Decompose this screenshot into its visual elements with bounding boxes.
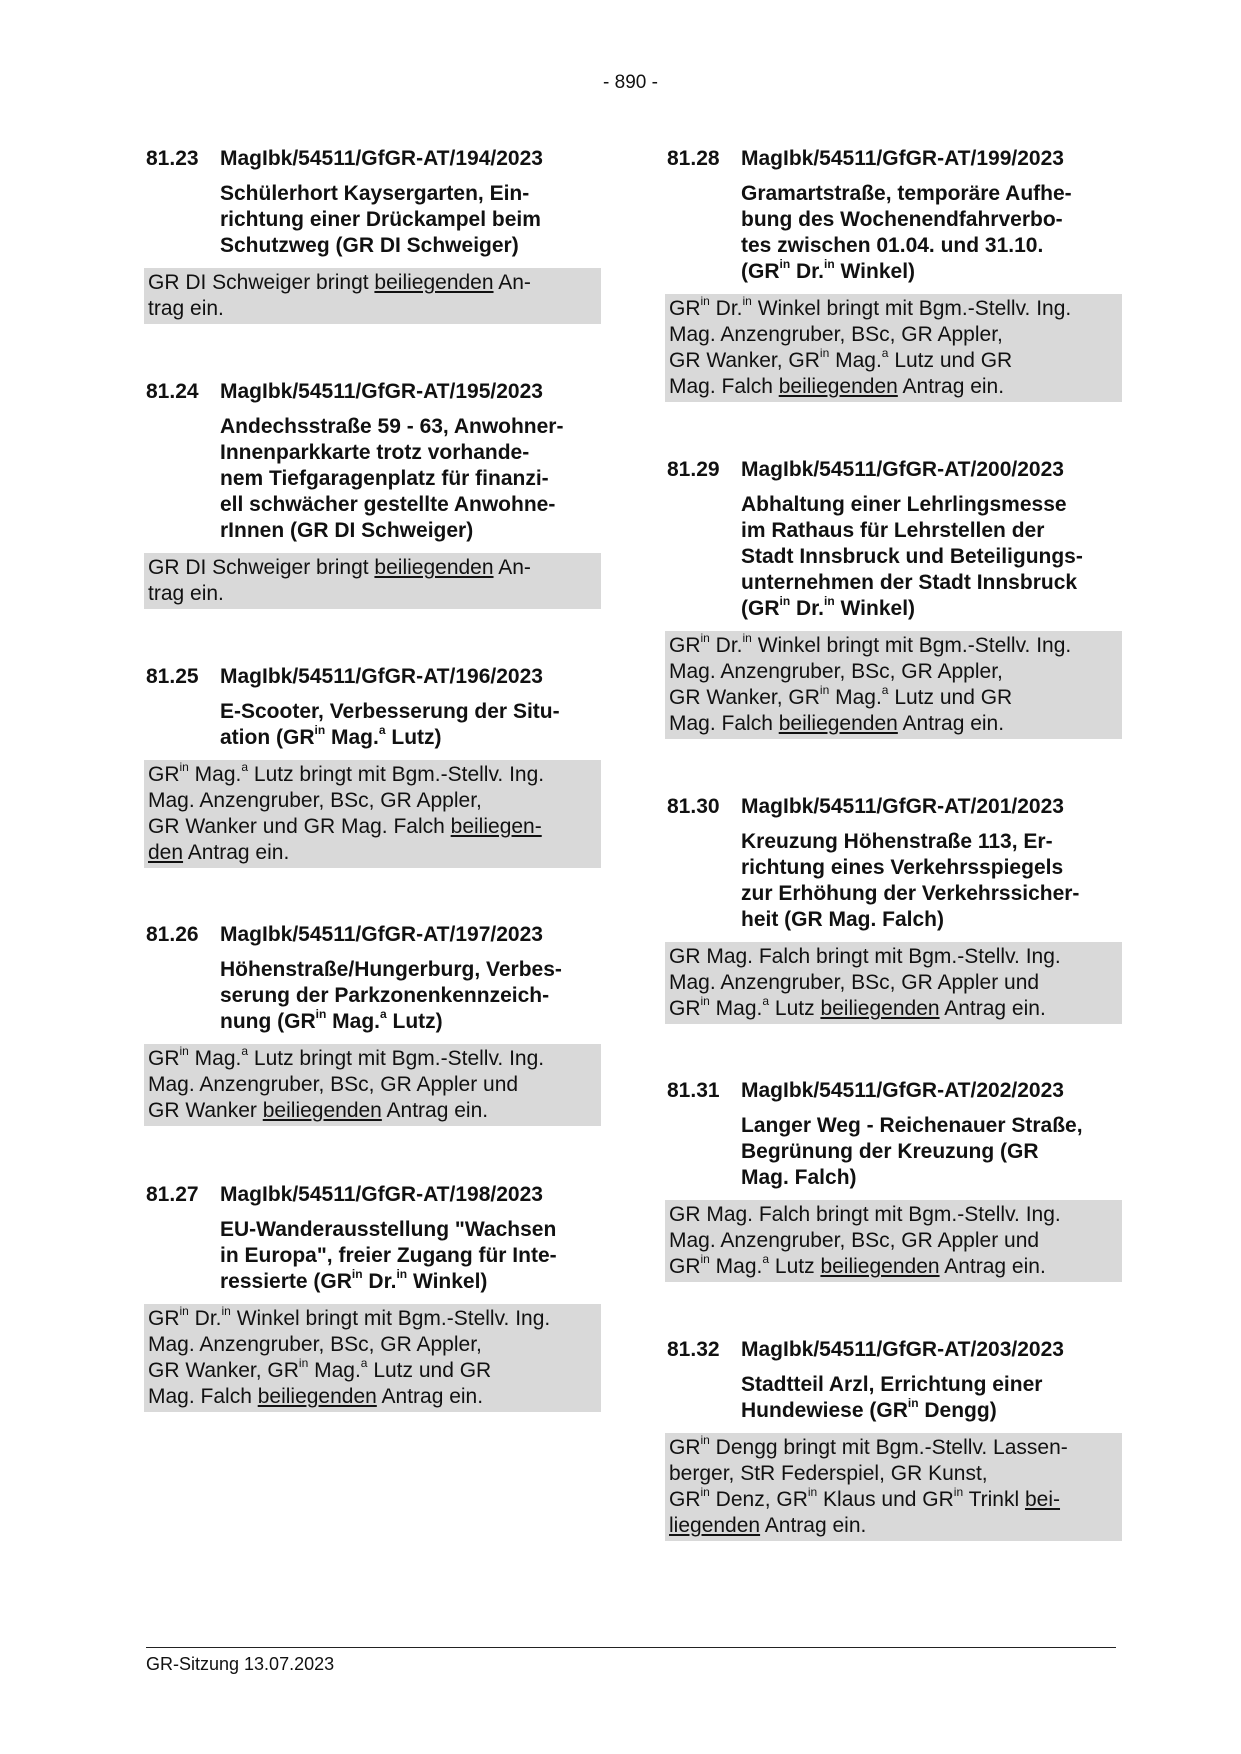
motion-line: GR Mag. Falch bringt mit Bgm.-Stellv. Ing. xyxy=(669,945,1061,968)
item-title xyxy=(741,181,1122,285)
agenda-item xyxy=(667,146,1122,402)
title-line: nem Tiefgaragenplatz für finanzi- xyxy=(220,467,549,490)
title-line: Stadtteil Arzl, Errichtung einer xyxy=(741,1373,1043,1396)
title-line: ell schwächer gestellte Anwohne- xyxy=(220,493,556,516)
item-reference: MagIbk/54511/GfGR-AT/194/2023 xyxy=(220,147,543,170)
motion-line: Mag. Anzengruber, BSc, GR Appler, xyxy=(669,323,1003,346)
motion-line: $GR^{in}$ Mag.$^a$ Lutz beiliegenden Antrag ein. xyxy=(669,994,1046,1020)
motion-line: $GR^{in}$ Dengg bringt mit Bgm.-Stellv. Lassen- xyxy=(669,1433,1068,1459)
motion-line: Mag. Falch beiliegenden Antrag ein. xyxy=(669,712,1005,735)
agenda-item xyxy=(667,1078,1122,1282)
title-line: Schülerhort Kaysergarten, Ein- xyxy=(220,182,530,205)
motion-line: Mag. Falch beiliegenden Antrag ein. xyxy=(669,375,1005,398)
agenda-item xyxy=(146,922,601,1126)
title-line: nung ($GR^{in}$ Mag.$^a$ Lutz) xyxy=(220,1007,443,1033)
item-title xyxy=(220,1217,601,1295)
motion-line: GR Wanker und GR Mag. Falch beiliegen- xyxy=(148,815,542,838)
item-title xyxy=(741,1113,1122,1191)
item-reference: MagIbk/54511/GfGR-AT/197/2023 xyxy=(220,923,543,946)
title-line: bung des Wochenendfahrverbo- xyxy=(741,208,1063,231)
title-line: ($GR^{in}$ Dr.$^{in}$ Winkel) xyxy=(741,257,916,283)
item-reference: MagIbk/54511/GfGR-AT/200/2023 xyxy=(741,458,1064,481)
title-line: Hundewiese ($GR^{in}$ Dengg) xyxy=(741,1396,997,1422)
motion-text-box xyxy=(144,1304,601,1412)
title-line: Schutzweg (GR DI Schweiger) xyxy=(220,234,519,257)
item-number: 81.31 xyxy=(667,1079,720,1102)
motion-line: trag ein. xyxy=(148,297,224,320)
motion-line: $GR^{in}$ Dr.$^{in}$ Winkel bringt mit Bgm.-Stellv. Ing. xyxy=(669,631,1072,657)
title-line: Abhaltung einer Lehrlingsmesse xyxy=(741,493,1067,516)
item-heading xyxy=(146,146,601,172)
item-number: 81.29 xyxy=(667,458,720,481)
motion-text-box xyxy=(144,553,601,609)
title-line: tes zwischen 01.04. und 31.10. xyxy=(741,234,1044,257)
motion-line: trag ein. xyxy=(148,582,224,605)
motion-line: Mag. Anzengruber, BSc, GR Appler, xyxy=(669,660,1003,683)
motion-line: $GR^{in}$ Dr.$^{in}$ Winkel bringt mit Bgm.-Stellv. Ing. xyxy=(669,294,1072,320)
motion-line: Mag. Anzengruber, BSc, GR Appler, xyxy=(148,789,482,812)
title-line: zur Erhöhung der Verkehrssicher- xyxy=(741,882,1080,905)
title-line: Höhenstraße/Hungerburg, Verbes- xyxy=(220,958,562,981)
item-heading xyxy=(146,379,601,405)
motion-text-box xyxy=(665,631,1122,739)
title-line: rInnen (GR DI Schweiger) xyxy=(220,519,474,542)
item-heading xyxy=(667,146,1122,172)
title-line: Innenparkkarte trotz vorhande- xyxy=(220,441,530,464)
item-number: 81.23 xyxy=(146,147,199,170)
title-line: serung der Parkzonenkennzeich- xyxy=(220,984,550,1007)
title-line: ressierte ($GR^{in}$ Dr.$^{in}$ Winkel) xyxy=(220,1267,488,1293)
title-line: richtung eines Verkehrsspiegels xyxy=(741,856,1064,879)
title-line: richtung einer Drückampel beim xyxy=(220,208,541,231)
item-heading xyxy=(667,1337,1122,1363)
motion-line: $GR^{in}$ Mag.$^a$ Lutz beiliegenden Antrag ein. xyxy=(669,1252,1046,1278)
title-line: unternehmen der Stadt Innsbruck xyxy=(741,571,1078,594)
title-line: ation ($GR^{in}$ Mag.$^a$ Lutz) xyxy=(220,723,442,749)
item-number: 81.26 xyxy=(146,923,199,946)
footer-divider xyxy=(146,1647,1116,1648)
agenda-item xyxy=(667,794,1122,1024)
motion-line: Mag. Anzengruber, BSc, GR Appler und xyxy=(148,1073,519,1096)
item-number: 81.24 xyxy=(146,380,199,403)
motion-line: $GR^{in}$ Denz, $GR^{in}$ Klaus und $GR^{in}$ Trinkl bei- xyxy=(669,1485,1061,1511)
agenda-item xyxy=(667,1337,1122,1541)
motion-line: $GR^{in}$ Mag.$^a$ Lutz bringt mit Bgm.-Stellv. Ing. xyxy=(148,1044,545,1070)
item-title xyxy=(220,957,601,1035)
motion-line: GR Mag. Falch bringt mit Bgm.-Stellv. Ing. xyxy=(669,1203,1061,1226)
item-title xyxy=(741,1372,1122,1424)
title-line: Kreuzung Höhenstraße 113, Er- xyxy=(741,830,1053,853)
agenda-item xyxy=(146,146,601,324)
agenda-item xyxy=(667,457,1122,739)
agenda-item xyxy=(146,664,601,868)
item-title xyxy=(741,492,1122,622)
motion-line: GR DI Schweiger bringt beiliegenden An- xyxy=(148,271,531,294)
motion-line: GR Wanker, $GR^{in}$ Mag.$^a$ Lutz und GR xyxy=(669,683,1013,709)
item-title xyxy=(220,181,601,259)
item-title xyxy=(220,414,601,544)
motion-line: Mag. Anzengruber, BSc, GR Appler und xyxy=(669,971,1040,994)
title-line: Gramartstraße, temporäre Aufhe- xyxy=(741,182,1072,205)
motion-text-box xyxy=(665,294,1122,402)
item-number: 81.27 xyxy=(146,1183,199,1206)
item-reference: MagIbk/54511/GfGR-AT/201/2023 xyxy=(741,795,1064,818)
motion-line: den Antrag ein. xyxy=(148,841,290,864)
motion-line: liegenden Antrag ein. xyxy=(669,1514,867,1537)
item-heading xyxy=(667,794,1122,820)
motion-line: GR DI Schweiger bringt beiliegenden An- xyxy=(148,556,531,579)
title-line: Mag. Falch) xyxy=(741,1166,857,1189)
motion-line: Mag. Anzengruber, BSc, GR Appler und xyxy=(669,1229,1040,1252)
motion-line: berger, StR Federspiel, GR Kunst, xyxy=(669,1462,988,1485)
item-number: 81.30 xyxy=(667,795,720,818)
motion-text-box xyxy=(665,1433,1122,1541)
motion-text-box xyxy=(144,1044,601,1126)
motion-text-box xyxy=(665,1200,1122,1282)
motion-line: Mag. Falch beiliegenden Antrag ein. xyxy=(148,1385,484,1408)
item-heading xyxy=(146,664,601,690)
footer-text: GR-Sitzung 13.07.2023 xyxy=(146,1654,335,1674)
item-reference: MagIbk/54511/GfGR-AT/198/2023 xyxy=(220,1183,543,1206)
title-line: heit (GR Mag. Falch) xyxy=(741,908,945,931)
motion-line: GR Wanker, $GR^{in}$ Mag.$^a$ Lutz und GR xyxy=(148,1356,492,1382)
item-reference: MagIbk/54511/GfGR-AT/203/2023 xyxy=(741,1338,1064,1361)
item-number: 81.28 xyxy=(667,147,720,170)
title-line: EU-Wanderausstellung "Wachsen xyxy=(220,1218,557,1241)
item-reference: MagIbk/54511/GfGR-AT/196/2023 xyxy=(220,665,543,688)
title-line: im Rathaus für Lehrstellen der xyxy=(741,519,1045,542)
motion-line: GR Wanker, $GR^{in}$ Mag.$^a$ Lutz und GR xyxy=(669,346,1013,372)
item-number: 81.32 xyxy=(667,1338,720,1361)
motion-text-box xyxy=(144,760,601,868)
motion-text-box xyxy=(144,268,601,324)
item-reference: MagIbk/54511/GfGR-AT/195/2023 xyxy=(220,380,543,403)
item-heading xyxy=(146,1182,601,1208)
motion-line: Mag. Anzengruber, BSc, GR Appler, xyxy=(148,1333,482,1356)
item-number: 81.25 xyxy=(146,665,199,688)
title-line: Begrünung der Kreuzung (GR xyxy=(741,1140,1039,1163)
item-reference: MagIbk/54511/GfGR-AT/202/2023 xyxy=(741,1079,1064,1102)
title-line: in Europa", freier Zugang für Inte- xyxy=(220,1244,557,1267)
item-heading xyxy=(667,457,1122,483)
motion-line: $GR^{in}$ Dr.$^{in}$ Winkel bringt mit Bgm.-Stellv. Ing. xyxy=(148,1304,551,1330)
title-line: Stadt Innsbruck und Beteiligungs- xyxy=(741,545,1083,568)
title-line: Andechsstraße 59 - 63, Anwohner- xyxy=(220,415,564,438)
item-title xyxy=(220,699,601,751)
title-line: ($GR^{in}$ Dr.$^{in}$ Winkel) xyxy=(741,594,916,620)
agenda-item xyxy=(146,379,601,609)
motion-text-box xyxy=(665,942,1122,1024)
page-number: - 890 - xyxy=(603,72,658,93)
title-line: E-Scooter, Verbesserung der Situ- xyxy=(220,700,560,723)
agenda-item xyxy=(146,1182,601,1412)
item-heading xyxy=(146,922,601,948)
motion-line: $GR^{in}$ Mag.$^a$ Lutz bringt mit Bgm.-Stellv. Ing. xyxy=(148,760,545,786)
motion-line: GR Wanker beiliegenden Antrag ein. xyxy=(148,1099,489,1122)
item-title xyxy=(741,829,1122,933)
item-reference: MagIbk/54511/GfGR-AT/199/2023 xyxy=(741,147,1064,170)
title-line: Langer Weg - Reichenauer Straße, xyxy=(741,1114,1083,1137)
item-heading xyxy=(667,1078,1122,1104)
